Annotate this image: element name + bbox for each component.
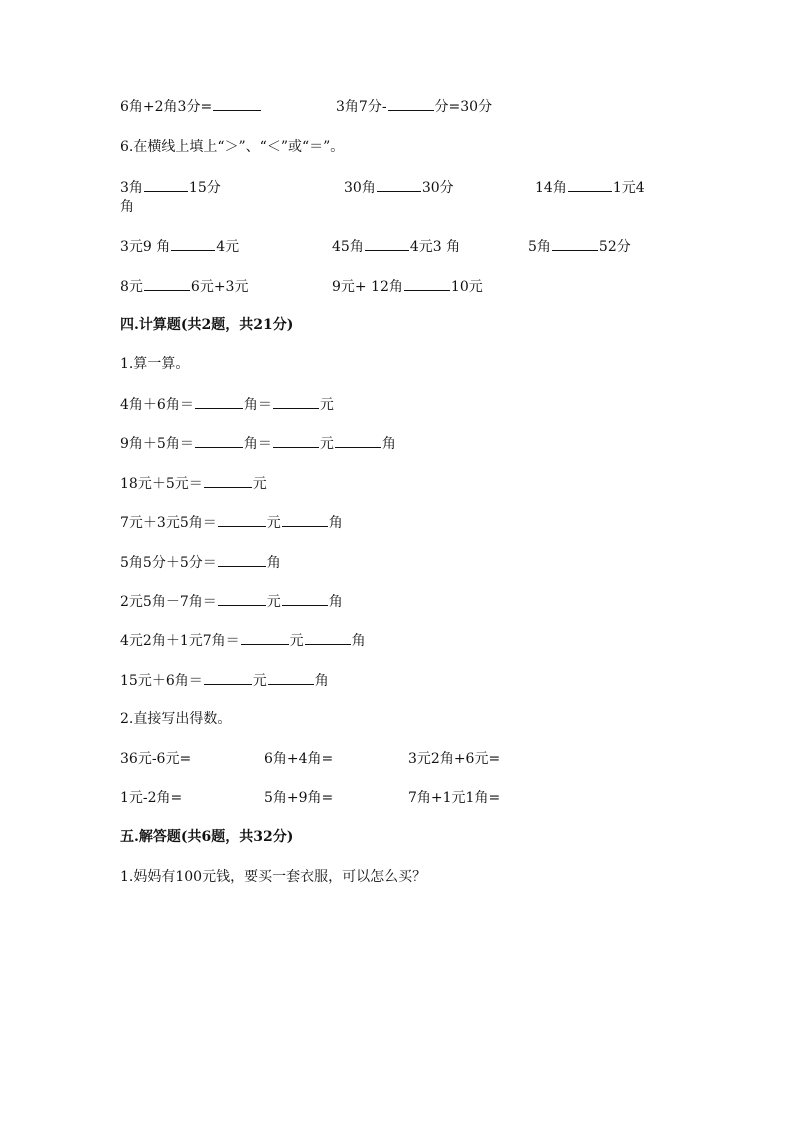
calc-line-7: [120, 631, 366, 650]
q6-item-right: 1元4: [612, 180, 645, 196]
q6-item-right: 6元+3元: [190, 279, 249, 295]
answer-blank[interactable]: [218, 513, 266, 527]
calc-unit: 元: [252, 476, 267, 492]
answer-blank[interactable]: [273, 395, 319, 409]
q6-row2-col2: [332, 237, 460, 256]
calc-expr: 18元＋5元＝: [120, 476, 203, 492]
calc-unit: 元: [319, 436, 334, 452]
q6-row1-col1: [120, 178, 221, 197]
calc-expr: 7元＋3元5角＝: [120, 515, 217, 531]
direct-calc-r2c2: 5角+9角=: [264, 790, 334, 806]
exercise-row-a-col2: [336, 97, 492, 116]
answer-blank[interactable]: [218, 553, 266, 567]
expr-2: 3角7分-: [336, 99, 387, 115]
calc-unit: 元: [289, 633, 304, 649]
q6-row1-col2: [344, 178, 454, 197]
q6-item-left: 9元+ 12角: [332, 279, 403, 295]
q6-item-right: 4元: [216, 239, 240, 255]
calc-unit: 角: [314, 673, 329, 689]
calc-expr: 5角5分＋5分＝: [120, 555, 217, 571]
calc-expr: 2元5角－7角＝: [120, 594, 217, 610]
answer-blank[interactable]: [218, 592, 266, 606]
calc-line-3: [120, 474, 267, 493]
q6-row3-col1: [120, 277, 248, 296]
compare-blank[interactable]: [568, 178, 612, 192]
compare-blank[interactable]: [144, 277, 190, 291]
expr-1: 6角+2角3分=: [120, 99, 213, 115]
calc-line-1: [120, 395, 334, 414]
calc-expr: 4角＋6角＝: [120, 397, 194, 413]
answer-blank[interactable]: [305, 631, 351, 645]
answer-blank[interactable]: [195, 395, 243, 409]
direct-calc-r1c3: 3元2角+6元=: [408, 751, 501, 767]
answer-blank[interactable]: [213, 97, 261, 111]
section-4-q1-title: 1.算一算。: [120, 356, 190, 372]
compare-blank[interactable]: [552, 237, 598, 251]
answer-blank[interactable]: [388, 97, 434, 111]
calc-line-8: [120, 671, 329, 690]
section-5-heading: 五.解答题(共6题，共32分): [120, 829, 294, 845]
q6-item-left: 5角: [528, 239, 551, 255]
answer-blank[interactable]: [204, 474, 252, 488]
q6-item-left: 14角: [535, 180, 567, 196]
calc-unit: 角＝: [243, 397, 272, 413]
q6-row2-col1: [120, 237, 239, 256]
section-5-q1: 1.妈妈有100元钱，要买一套衣服，可以怎么买？: [120, 869, 427, 885]
expr-2-tail: 分=30分: [434, 99, 493, 115]
calc-line-5: [120, 553, 281, 572]
section-4-heading: 四.计算题(共2题，共21分): [120, 317, 294, 333]
q6-item-left: 8元: [120, 279, 143, 295]
calc-unit: 元: [266, 594, 281, 610]
answer-blank[interactable]: [335, 434, 381, 448]
q6-title: 6.在横线上填上“＞”、“＜”或“＝”。: [120, 139, 345, 155]
answer-blank[interactable]: [241, 631, 289, 645]
compare-blank[interactable]: [144, 178, 188, 192]
q6-row3-col2: [332, 277, 483, 296]
compare-blank[interactable]: [377, 178, 421, 192]
answer-blank[interactable]: [195, 434, 243, 448]
calc-unit: 角: [328, 594, 343, 610]
calc-expr: 4元2角＋1元7角＝: [120, 633, 240, 649]
calc-unit: 元: [252, 673, 267, 689]
exercise-row-a: [120, 97, 262, 116]
answer-blank[interactable]: [273, 434, 319, 448]
q6-row1-col3: [535, 178, 645, 197]
calc-unit: 元: [319, 397, 334, 413]
answer-blank[interactable]: [204, 671, 252, 685]
section-4-q2-title: 2.直接写出得数。: [120, 711, 232, 727]
direct-calc-r1c1: 36元-6元=: [120, 751, 192, 767]
calc-unit: 角: [266, 555, 281, 571]
q6-item-left: 3元9 角: [120, 239, 171, 255]
q6-item-right: 10元: [450, 279, 483, 295]
q6-item-right: 4元3 角: [409, 239, 461, 255]
calc-unit: 角: [351, 633, 366, 649]
calc-line-6: [120, 592, 343, 611]
direct-calc-r2c3: 7角+1元1角=: [408, 790, 501, 806]
calc-expr: 9角＋5角＝: [120, 436, 194, 452]
q6-item-left: 30角: [344, 180, 376, 196]
q6-item-right: 30分: [421, 180, 454, 196]
answer-blank[interactable]: [282, 592, 328, 606]
q6-item-right: 52分: [598, 239, 631, 255]
q6-item-left: 45角: [332, 239, 364, 255]
direct-calc-r2c1: 1元-2角=: [120, 790, 183, 806]
q6-item-left: 3角: [120, 180, 143, 196]
answer-blank[interactable]: [268, 671, 314, 685]
calc-line-4: [120, 513, 343, 532]
q6-row1-wrap: 角: [120, 199, 134, 215]
calc-expr: 15元＋6角＝: [120, 673, 203, 689]
calc-unit: 元: [266, 515, 281, 531]
q6-item-right: 15分: [188, 180, 221, 196]
calc-unit: 角: [381, 436, 396, 452]
compare-blank[interactable]: [404, 277, 450, 291]
calc-unit: 角＝: [243, 436, 272, 452]
q6-row2-col3: [528, 237, 631, 256]
direct-calc-r1c2: 6角+4角=: [264, 751, 334, 767]
calc-line-2: [120, 434, 396, 453]
answer-blank[interactable]: [282, 513, 328, 527]
calc-unit: 角: [328, 515, 343, 531]
compare-blank[interactable]: [365, 237, 409, 251]
compare-blank[interactable]: [171, 237, 215, 251]
